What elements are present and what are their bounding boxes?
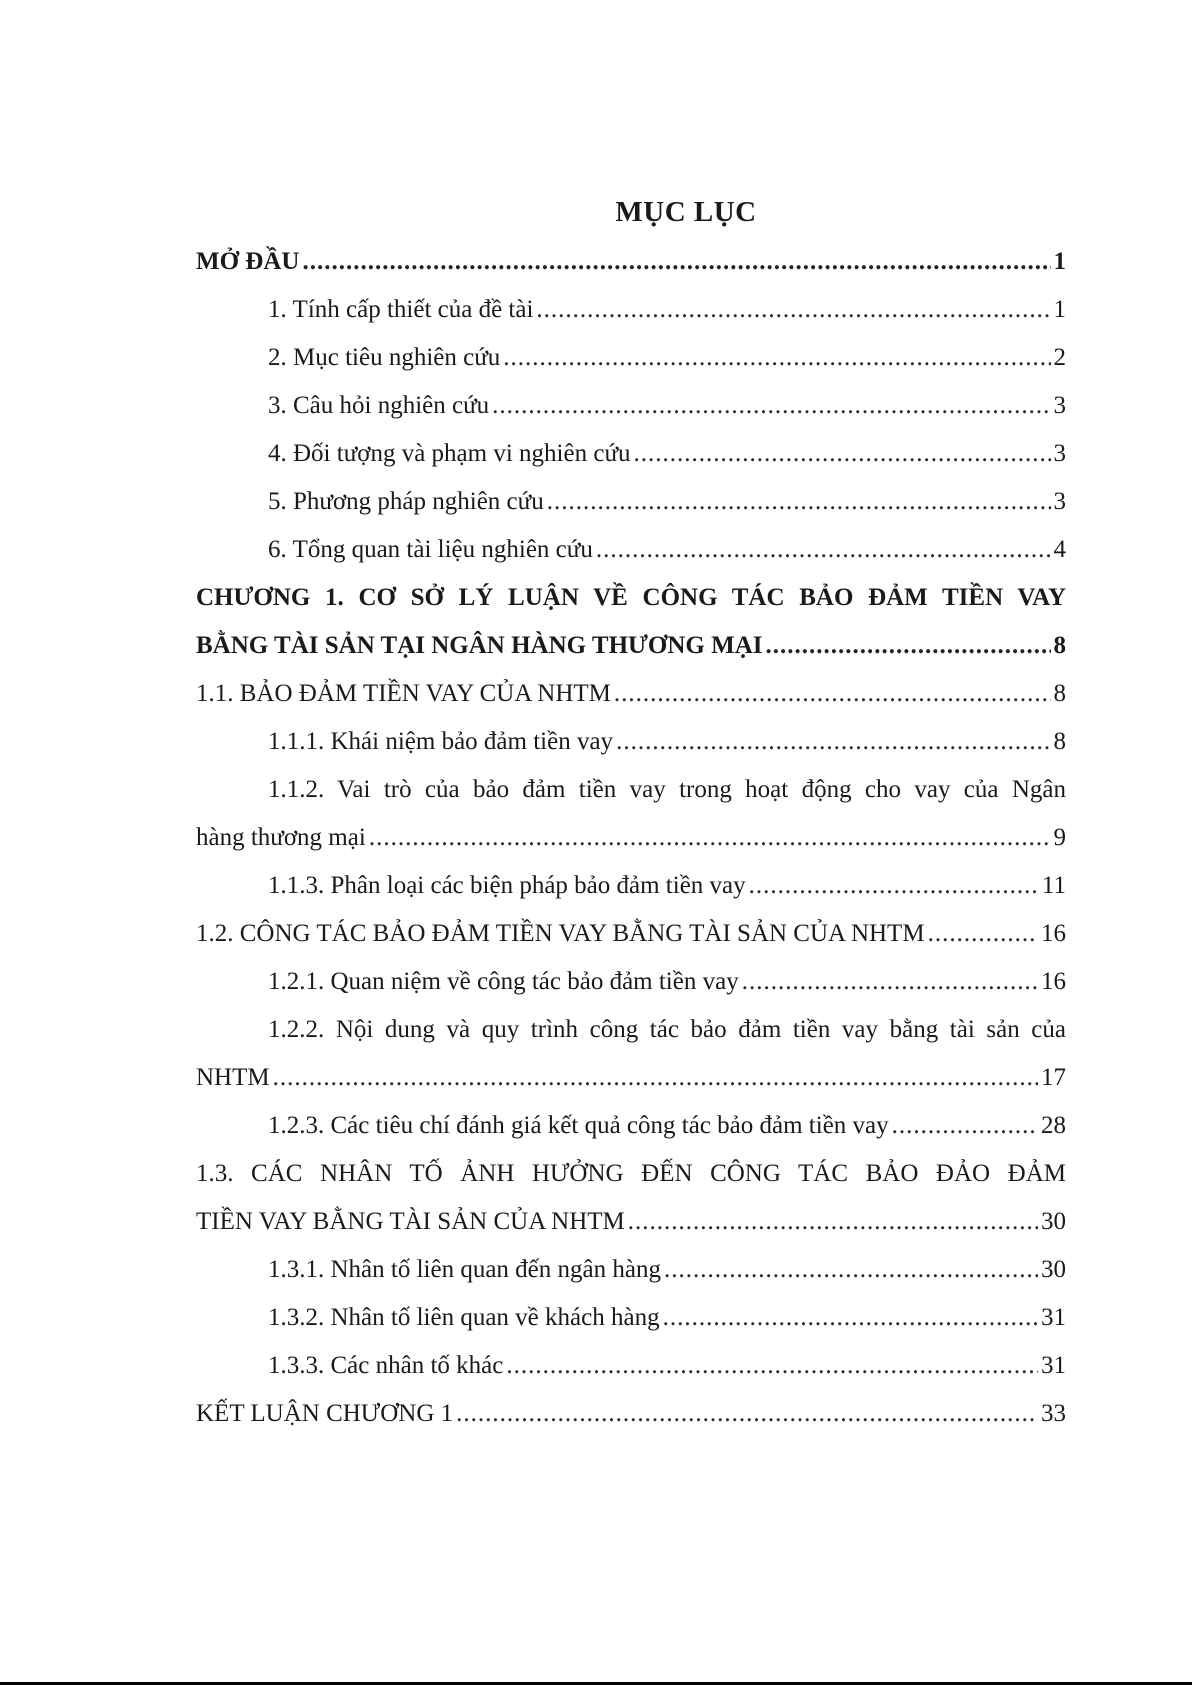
toc-leader-dots <box>628 1198 1038 1246</box>
toc-entry-text: 1. Tính cấp thiết của đề tài <box>268 296 534 323</box>
toc-entry-page: 3 <box>1053 488 1066 515</box>
toc-entry-wrapped <box>196 1150 1066 1198</box>
toc-leader-dots <box>503 334 1050 382</box>
toc-entry-wrapped <box>196 766 1066 814</box>
toc-entry-page: 1 <box>1053 248 1066 275</box>
toc-entry-page: 33 <box>1041 1400 1066 1427</box>
toc-entry <box>196 814 1066 862</box>
toc-entry <box>196 334 1066 382</box>
toc-leader-dots <box>614 670 1051 718</box>
toc-entry-text: 1.2.3. Các tiêu chí đánh giá kết quả công tác bảo đảm tiền vay <box>268 1112 889 1139</box>
toc-entry <box>196 430 1066 478</box>
toc-entry <box>196 382 1066 430</box>
toc-entry <box>196 670 1066 718</box>
toc-entry-text: 1.1. BẢO ĐẢM TIỀN VAY CỦA NHTM <box>196 680 611 707</box>
toc-entry <box>196 718 1066 766</box>
toc-leader-dots <box>664 1246 1038 1294</box>
toc-entry-text: BẰNG TÀI SẢN TẠI NGÂN HÀNG THƯƠNG MẠI <box>196 632 763 659</box>
toc-entry-text: NHTM <box>196 1064 270 1091</box>
toc-entry-page: 30 <box>1041 1256 1066 1283</box>
toc-entry <box>196 1294 1066 1342</box>
toc-leader-dots <box>596 526 1051 574</box>
toc-entry-page: 8 <box>1053 632 1066 659</box>
toc-leader-dots <box>766 622 1051 670</box>
toc-entry-page: 16 <box>1041 968 1066 995</box>
toc-leader-dots <box>928 910 1038 958</box>
toc-entry-page: 3 <box>1053 440 1066 467</box>
toc-entry <box>196 478 1066 526</box>
toc-entry-page: 4 <box>1053 536 1066 563</box>
toc-entry-page: 9 <box>1053 824 1066 851</box>
toc-entry <box>196 910 1066 958</box>
toc-entry-page: 30 <box>1041 1208 1066 1235</box>
toc-entry <box>196 1054 1066 1102</box>
toc-leader-dots <box>302 238 1050 286</box>
toc-entry-page: 28 <box>1041 1112 1066 1139</box>
toc-entry-text: hàng thương mại <box>196 824 366 851</box>
toc-leader-dots <box>547 478 1051 526</box>
toc-entry-page: 8 <box>1053 728 1066 755</box>
toc-entry <box>196 1246 1066 1294</box>
toc-entry <box>196 286 1066 334</box>
toc-entry-text: 1.2.1. Quan niệm về công tác bảo đảm tiền vay <box>268 968 739 995</box>
toc-entry-text: 1.3.3. Các nhân tố khác <box>268 1352 504 1379</box>
toc-entry <box>196 238 1066 286</box>
toc-entry-text: 5. Phương pháp nghiên cứu <box>268 488 544 515</box>
toc-leader-dots <box>749 862 1039 910</box>
page-title: MỤC LỤC <box>615 196 757 228</box>
toc-entry-text: MỞ ĐẦU <box>196 248 300 275</box>
toc-leader-dots <box>369 814 1051 862</box>
toc-leader-dots <box>634 430 1051 478</box>
toc-entry-page: 31 <box>1041 1352 1066 1379</box>
toc-leader-dots <box>492 382 1050 430</box>
toc-leader-dots <box>273 1054 1038 1102</box>
toc-entry-text: 1.3.1. Nhân tố liên quan đến ngân hàng <box>268 1256 661 1283</box>
toc-entry-page: 16 <box>1041 920 1066 947</box>
toc-entry-text: CHƯƠNG 1. CƠ SỞ LÝ LUẬN VỀ CÔNG TÁC BẢO ĐẢM TIỀN VAY <box>196 584 1066 611</box>
toc-entry-page: 2 <box>1053 344 1066 371</box>
toc-entry-wrapped <box>196 574 1066 622</box>
toc-entry <box>196 622 1066 670</box>
toc-leader-dots <box>892 1102 1038 1150</box>
toc-entry <box>196 1342 1066 1390</box>
toc-leader-dots <box>616 718 1050 766</box>
toc-entry-text: 2. Mục tiêu nghiên cứu <box>268 344 501 371</box>
toc-entry-text: KẾT LUẬN CHƯƠNG 1 <box>196 1400 454 1427</box>
toc-entry <box>196 1390 1066 1438</box>
toc-entry-text: TIỀN VAY BẰNG TÀI SẢN CỦA NHTM <box>196 1208 625 1235</box>
toc-entry-text: 1.3.2. Nhân tố liên quan về khách hàng <box>268 1304 660 1331</box>
toc-entry-text: 4. Đối tượng và phạm vi nghiên cứu <box>268 440 631 467</box>
toc-leader-dots <box>742 958 1038 1006</box>
toc-entry-page: 3 <box>1053 392 1066 419</box>
toc-entry <box>196 1102 1066 1150</box>
toc-entry <box>196 958 1066 1006</box>
toc-leader-dots <box>456 1390 1038 1438</box>
toc-leader-dots <box>663 1294 1038 1342</box>
toc-entry-page: 31 <box>1041 1304 1066 1331</box>
toc-entry-page: 11 <box>1041 872 1066 899</box>
toc-entry-text: 6. Tổng quan tài liệu nghiên cứu <box>268 536 593 563</box>
toc-entry <box>196 862 1066 910</box>
toc-entry-text: 1.2.2. Nội dung và quy trình công tác bảo đảm tiền vay bằng tài sản của <box>268 1016 1066 1043</box>
toc-entry-text: 1.1.1. Khái niệm bảo đảm tiền vay <box>268 728 614 755</box>
toc-entry-text: 1.2. CÔNG TÁC BẢO ĐẢM TIỀN VAY BẰNG TÀI SẢN CỦA NHTM <box>196 920 925 947</box>
toc-entry-text: 1.1.3. Phân loại các biện pháp bảo đảm tiền vay <box>268 872 746 899</box>
toc-entry-text: 3. Câu hỏi nghiên cứu <box>268 392 490 419</box>
table-of-contents <box>196 238 1066 1438</box>
toc-entry <box>196 526 1066 574</box>
toc-entry-text: 1.3. CÁC NHÂN TỐ ẢNH HƯỞNG ĐẾN CÔNG TÁC BẢO ĐẢO ĐẢM <box>196 1160 1066 1187</box>
toc-entry-page: 8 <box>1053 680 1066 707</box>
toc-leader-dots <box>536 286 1050 334</box>
toc-leader-dots <box>506 1342 1038 1390</box>
toc-entry-wrapped <box>196 1006 1066 1054</box>
toc-entry-page: 17 <box>1041 1064 1066 1091</box>
toc-entry-text: 1.1.2. Vai trò của bảo đảm tiền vay trong hoạt động cho vay của Ngân <box>268 776 1066 803</box>
toc-entry <box>196 1198 1066 1246</box>
toc-entry-page: 1 <box>1053 296 1066 323</box>
